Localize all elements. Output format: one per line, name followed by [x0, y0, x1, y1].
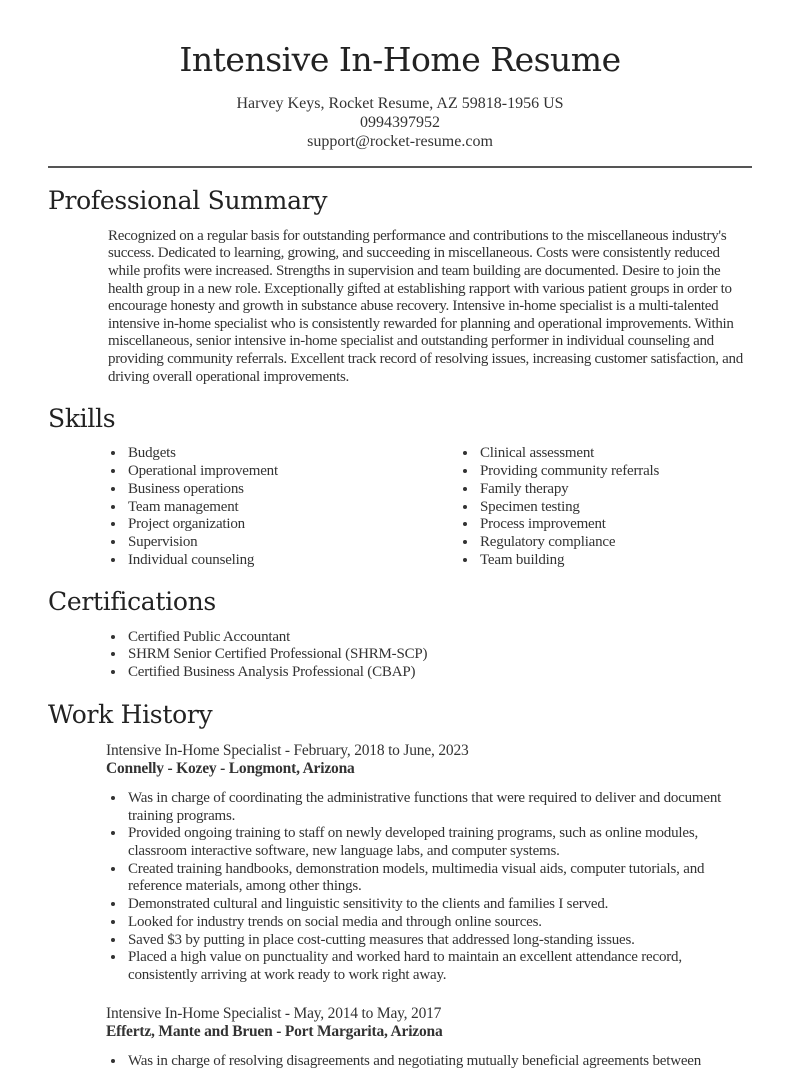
job-entry: [48, 742, 752, 985]
contact-address: Harvey Keys, Rocket Resume, AZ 59818-1956 US: [236, 94, 564, 112]
certification-item: • SHRM Senior Certified Professional (SHRM-SCP): [126, 646, 752, 664]
skill-item: • Providing community referrals: [478, 463, 752, 481]
summary-section-heading: Professional Summary: [48, 185, 328, 215]
summary-text: Recognized on a regular basis for outstanding performance and contributions to the miscellaneous industry's success. Dedicated to learning, growing, and succeeding in miscellaneous. Costs were consistently reduced while profits were increased. Strengths in supervision and team building are documented. Desire to join the health group in a new role. Exceptionally gifted at establishing rapport with various patient groups in order to encourage honesty and growth in substance abuse recovery. Intensive in-home specialist is a multi-talented intensive in-home specialist who is consistently rewarded for planning and operational improvements. Within miscellaneous, senior intensive in-home specialist and outstanding performer in individual counseling and providing community referrals. Excellent track record of resolving issues, increasing customer satisfaction, and driving overall operational improvements.: [108, 227, 743, 385]
skills-columns: [48, 434, 752, 569]
certification-item: • Certified Business Analysis Professional (CBAP): [126, 664, 752, 682]
skill-item: • Process improvement: [478, 516, 752, 534]
contact-phone: 0994397952: [360, 113, 440, 131]
job-header: [106, 742, 752, 779]
job-bullet-list: [48, 1053, 752, 1070]
job-company-line: Effertz, Mante and Bruen - Port Margarita, Arizona: [106, 1023, 443, 1041]
skills-section-heading: Skills: [48, 404, 116, 434]
job-header: [106, 1005, 752, 1042]
page-title: Intensive In-Home Resume: [179, 40, 621, 79]
job-bullet: • Looked for industry trends on social media and through online sources.: [126, 914, 752, 932]
skill-item: • Specimen testing: [478, 499, 752, 517]
skill-item: • Family therapy: [478, 481, 752, 499]
skills-list-left: [48, 445, 400, 569]
certification-item: • Certified Public Accountant: [126, 629, 752, 647]
job-title-line: Intensive In-Home Specialist - May, 2014 to May, 2017: [106, 1004, 442, 1022]
skill-item: • Team management: [126, 499, 400, 517]
skill-item: • Operational improvement: [126, 463, 400, 481]
skill-item: • Team building: [478, 552, 752, 570]
job-bullet: • Saved $3 by putting in place cost-cutting measures that addressed long-standing issues.: [126, 932, 752, 950]
certifications-section-heading: Certifications: [48, 587, 216, 617]
job-bullet: • Demonstrated cultural and linguistic sensitivity to the clients and families I served.: [126, 896, 752, 914]
certifications-list: [48, 629, 752, 682]
skill-item: • Supervision: [126, 534, 400, 552]
job-bullet: • Created training handbooks, demonstration models, multimedia visual aids, computer tutorials, and reference materials, among other things.: [126, 861, 752, 896]
job-bullet: • Was in charge of resolving disagreements and negotiating mutually beneficial agreements between: [126, 1053, 752, 1070]
job-title-line: Intensive In-Home Specialist - February, 2018 to June, 2023: [106, 741, 469, 759]
header-divider: [48, 166, 752, 168]
job-entry: [48, 1005, 752, 1070]
work-history-section-heading: Work History: [48, 699, 213, 729]
skill-item: • Budgets: [126, 445, 400, 463]
job-bullet: • Placed a high value on punctuality and worked hard to maintain an excellent attendance record, consistently arriving at work ready to work right away.: [126, 949, 752, 984]
skill-item: • Regulatory compliance: [478, 534, 752, 552]
job-company-line: Connelly - Kozey - Longmont, Arizona: [106, 760, 355, 778]
job-bullet-list: [48, 790, 752, 985]
job-bullet: • Provided ongoing training to staff on newly developed training programs, such as online modules, classroom interactive software, new language labs, and computer systems.: [126, 825, 752, 860]
job-bullet: • Was in charge of coordinating the administrative functions that were required to deliver and document training programs.: [126, 790, 752, 825]
skill-item: • Clinical assessment: [478, 445, 752, 463]
contact-block: [48, 94, 752, 151]
skill-item: • Project organization: [126, 516, 400, 534]
skill-item: • Individual counseling: [126, 552, 400, 570]
skill-item: • Business operations: [126, 481, 400, 499]
skills-list-right: [400, 445, 752, 569]
contact-email: support@rocket-resume.com: [307, 132, 493, 150]
